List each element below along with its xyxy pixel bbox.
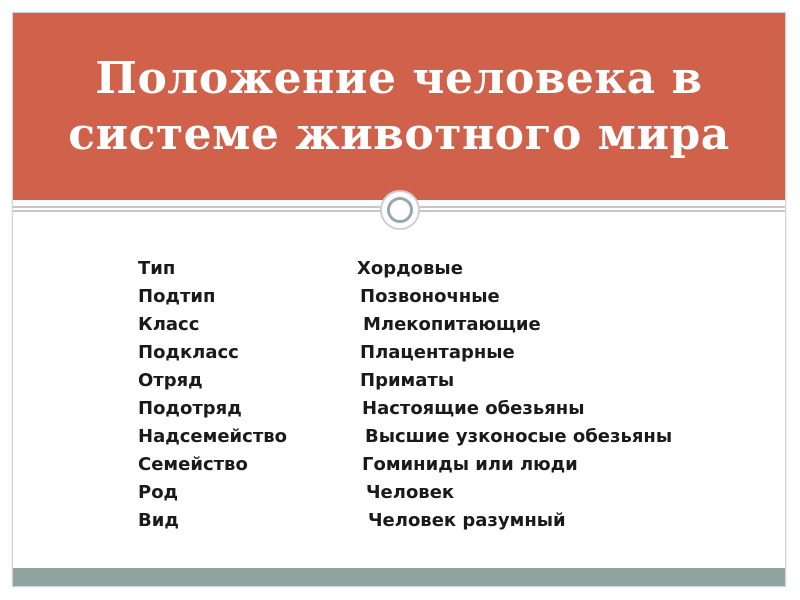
rank-label: Тип bbox=[138, 258, 176, 279]
rank-label: Подкласс bbox=[138, 342, 239, 363]
taxon-value: Позвоночные bbox=[360, 286, 500, 307]
rank-label: Вид bbox=[138, 510, 179, 531]
taxon-value: Высшие узконосые обезьяны bbox=[365, 426, 673, 447]
rank-label: Семейство bbox=[138, 454, 248, 475]
slide-title: Положение человека в системе животного мира bbox=[68, 52, 730, 160]
taxon-value: Человек разумный bbox=[368, 510, 566, 531]
title-banner bbox=[13, 13, 785, 200]
slide bbox=[12, 12, 786, 587]
taxon-value: Настоящие обезьяны bbox=[362, 398, 585, 419]
taxon-value: Человек bbox=[366, 482, 455, 503]
emblem-ring bbox=[387, 197, 413, 223]
footer-band bbox=[13, 568, 785, 586]
taxon-value: Приматы bbox=[360, 370, 455, 391]
rank-label: Род bbox=[138, 482, 179, 503]
circle-emblem-icon bbox=[380, 190, 420, 230]
taxon-value: Плацентарные bbox=[360, 342, 515, 363]
rank-label: Подотряд bbox=[138, 398, 242, 419]
rank-label: Подтип bbox=[138, 286, 216, 307]
taxon-value: Гоминиды или люди bbox=[362, 454, 578, 475]
taxon-value: Млекопитающие bbox=[363, 314, 541, 335]
rank-label: Надсемейство bbox=[138, 426, 288, 447]
rank-label: Класс bbox=[138, 314, 200, 335]
taxon-value: Хордовые bbox=[357, 258, 463, 279]
rank-label: Отряд bbox=[138, 370, 203, 391]
